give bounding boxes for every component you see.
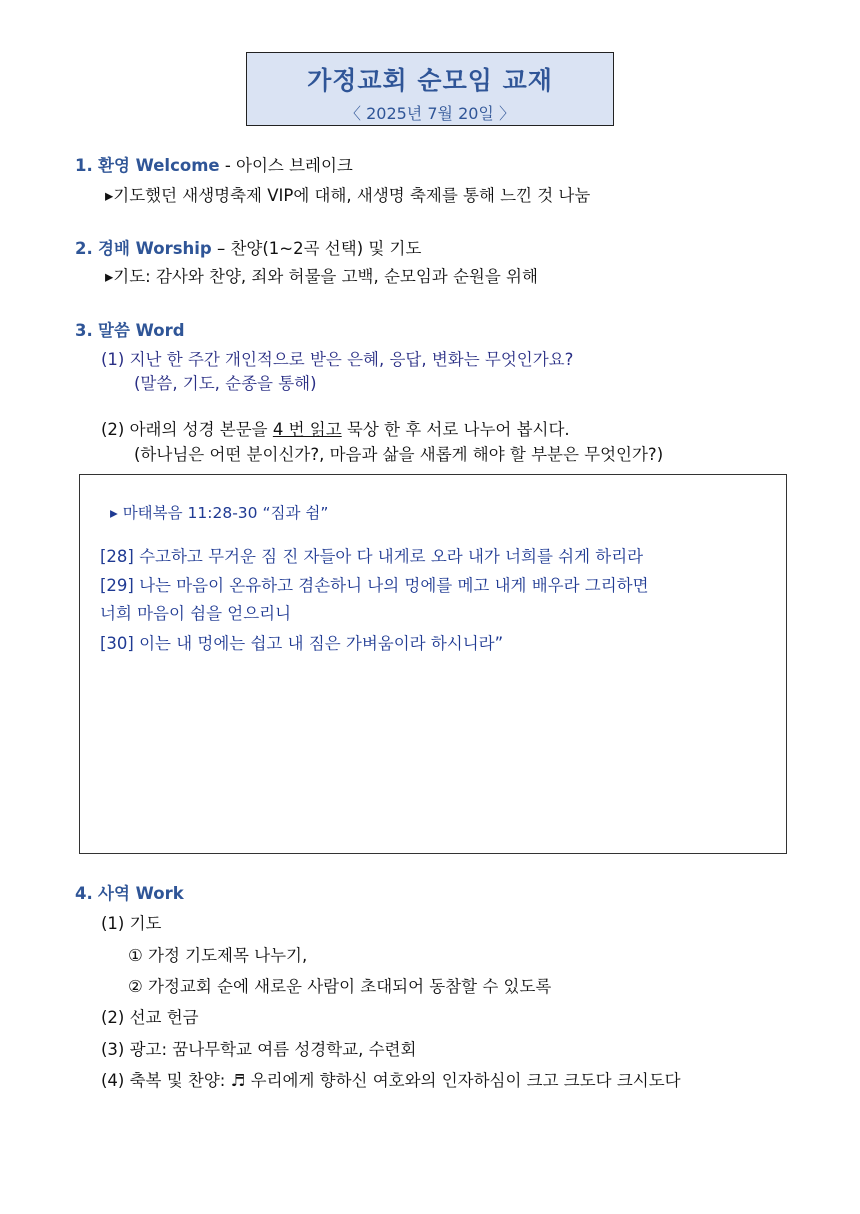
section-1-number: 1. — [75, 156, 93, 175]
document-date: 〈 2025년 7월 20일 〉 — [345, 104, 515, 123]
verse-29: [29] 나는 마음이 온유하고 겸손하니 나의 멍에를 메고 내게 배우라 그리하면 — [100, 576, 649, 595]
question-1: (1) 지난 한 주간 개인적으로 받은 은혜, 응답, 변화는 무엇인가요? — [101, 350, 574, 369]
work-item-4: (4) 축복 및 찬양: ♬ 우리에게 향하신 여호와의 인자하심이 크고 크도다 크시도다 — [101, 1071, 681, 1090]
section-3-title: 말씀 Word — [98, 321, 185, 340]
section-4-number: 4. — [75, 884, 93, 903]
question-2-pre: (2) 아래의 성경 본문을 — [101, 420, 273, 439]
section-2-title: 경배 Worship — [98, 239, 212, 258]
work-item-1b: ② 가정교회 순에 새로운 사람이 초대되어 동참할 수 있도록 — [128, 977, 552, 996]
question-2-post: 묵상 한 후 서로 나누어 봅시다. — [341, 420, 570, 439]
section-3-heading — [75, 317, 185, 341]
work-item-2: (2) 선교 헌금 — [101, 1008, 199, 1027]
question-2-note: (하나님은 어떤 분이신가?, 마음과 삶을 새롭게 해야 할 부분은 무엇인가?) — [134, 445, 664, 464]
document-title: 가정교회 순모임 교재 — [307, 66, 553, 95]
question-2 — [101, 416, 570, 440]
section-2-bullet: ▸기도: 감사와 찬양, 죄와 허물을 고백, 순모임과 순원을 위해 — [105, 267, 538, 286]
work-item-1: (1) 기도 — [101, 914, 162, 933]
verse-29-continued: 너희 마음이 쉼을 얻으리니 — [100, 604, 292, 623]
work-item-3: (3) 광고: 꿈나무학교 여름 성경학교, 수련회 — [101, 1040, 417, 1059]
section-3-number: 3. — [75, 321, 93, 340]
scripture-reference: ▸ 마태복음 11:28-30 “짐과 쉼” — [110, 504, 329, 522]
title-box — [246, 52, 614, 126]
question-2-emphasis: 4 번 읽고 — [272, 420, 342, 439]
scripture-box — [79, 474, 787, 854]
question-1-note: (말씀, 기도, 순종을 통해) — [134, 374, 317, 393]
verse-28: [28] 수고하고 무거운 짐 진 자들아 다 내게로 오라 내가 너희를 쉬게 하리라 — [100, 547, 644, 566]
section-1-bullet: ▸기도했던 새생명축제 VIP에 대해, 새생명 축제를 통해 느낀 것 나눔 — [105, 186, 591, 205]
section-2-subtitle: – 찬양(1~2곡 선택) 및 기도 — [211, 239, 422, 258]
work-item-1a: ① 가정 기도제목 나누기, — [128, 946, 308, 965]
verse-30: [30] 이는 내 멍에는 쉽고 내 짐은 가벼움이라 하시니라” — [100, 634, 504, 653]
section-1-title: 환영 Welcome — [98, 156, 220, 175]
section-2-number: 2. — [75, 239, 93, 258]
section-1-heading — [75, 152, 353, 176]
section-2-heading — [75, 235, 421, 259]
section-4-heading — [75, 880, 184, 904]
section-4-title: 사역 Work — [98, 884, 184, 903]
section-1-subtitle: - 아이스 브레이크 — [219, 156, 353, 175]
